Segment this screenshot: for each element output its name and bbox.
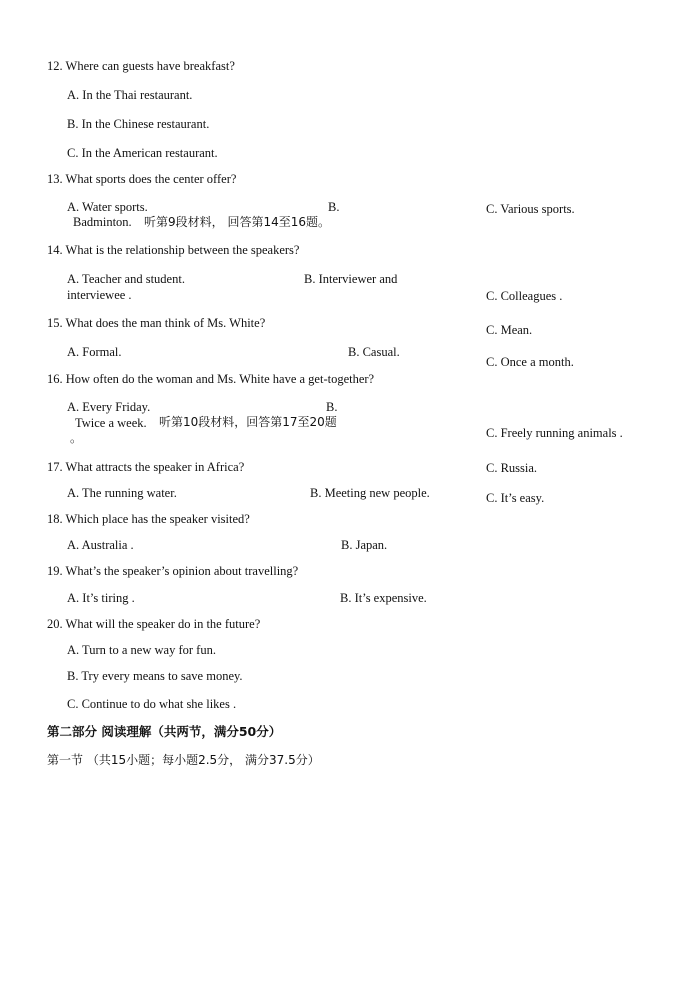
question-14-option-c: C. Colleagues .: [486, 289, 563, 303]
question-18-stem: 18. Which place has the speaker visited?: [47, 512, 250, 526]
question-14-option-a: A. Teacher and student.: [67, 272, 185, 286]
question-17-option-c: C. Freely running animals .: [486, 426, 623, 440]
question-18-option-b: B. Japan.: [341, 538, 388, 552]
section-note-passage-9: 听第9段材料， 回答第14至16题。: [144, 215, 330, 229]
question-12-option-b: B. In the Chinese restaurant.: [67, 117, 210, 131]
question-13-option-c: C. Various sports.: [486, 202, 575, 216]
question-14-option-b: B. Interviewer and: [304, 272, 398, 286]
question-20-option-b: B. Try every means to save money.: [67, 669, 243, 683]
question-12-stem: 12. Where can guests have breakfast?: [47, 59, 235, 73]
question-17-option-b: B. Meeting new people.: [310, 486, 430, 500]
question-18-option-a: A. Australia .: [67, 538, 134, 552]
question-15-option-b: B. Casual.: [348, 345, 400, 359]
section-1-heading: 第一节 （共15小题；每小题2.5分， 满分37.5分）: [47, 753, 320, 767]
section-note-passage-10: 听第10段材料，回答第17至20题: [159, 415, 337, 429]
question-13-stem: 13. What sports does the center offer?: [47, 172, 237, 186]
question-18-option-c: C. Russia.: [486, 461, 538, 475]
section-note-passage-10-end: 。: [70, 431, 83, 445]
question-16-option-c: C. Once a month.: [486, 355, 574, 369]
question-12-option-a: A. In the Thai restaurant.: [67, 88, 193, 102]
question-15-option-c: C. Mean.: [486, 323, 533, 337]
question-16-option-b-marker: B.: [326, 400, 338, 414]
question-14-stem: 14. What is the relationship between the speakers?: [47, 243, 300, 257]
question-20-option-c: C. Continue to do what she likes .: [67, 697, 237, 711]
question-17-stem: 17. What attracts the speaker in Africa?: [47, 460, 245, 474]
question-19-option-a: A. It’s tiring .: [67, 591, 135, 605]
question-20-stem: 20. What will the speaker do in the future?: [47, 617, 261, 631]
question-13-option-b-marker: B.: [328, 200, 340, 214]
question-14-option-b-continued: interviewee .: [67, 288, 132, 302]
question-19-option-c: C. It’s easy.: [486, 491, 545, 505]
question-19-stem: 19. What’s the speaker’s opinion about travelling?: [47, 564, 299, 578]
question-13-option-b-text: Badminton.: [73, 215, 132, 229]
question-15-option-a: A. Formal.: [67, 345, 122, 359]
question-16-stem: 16. How often do the woman and Ms. White have a get-together?: [47, 372, 375, 386]
question-15-stem: 15. What does the man think of Ms. White?: [47, 316, 266, 330]
question-17-option-a: A. The running water.: [67, 486, 177, 500]
question-19-option-b: B. It’s expensive.: [340, 591, 427, 605]
question-16-option-a: A. Every Friday.: [67, 400, 151, 414]
question-12-option-c: C. In the American restaurant.: [67, 146, 218, 160]
part-2-heading: 第二部分 阅读理解（共两节，满分50分）: [47, 724, 282, 739]
question-16-option-b-text: Twice a week.: [75, 416, 147, 430]
question-13-option-a: A. Water sports.: [67, 200, 148, 214]
question-20-option-a: A. Turn to a new way for fun.: [67, 643, 216, 657]
